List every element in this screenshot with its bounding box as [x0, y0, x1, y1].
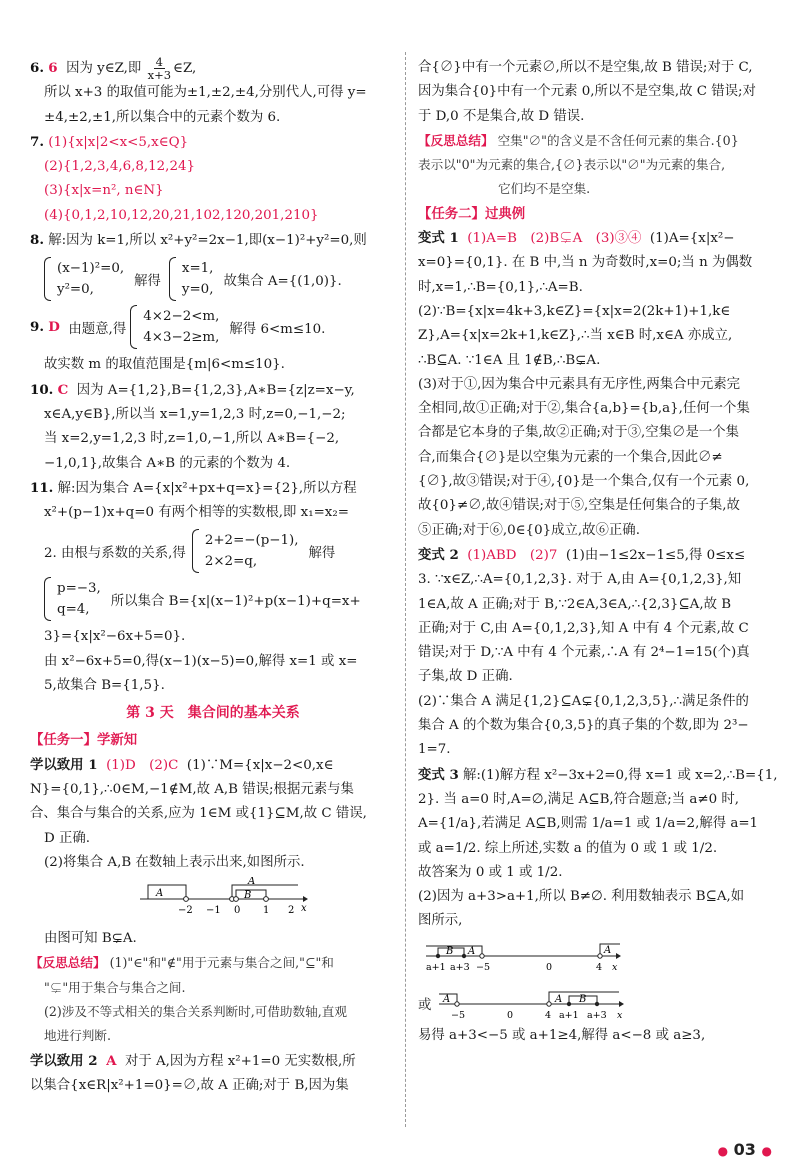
label-b: B — [446, 945, 454, 957]
label-a: A — [443, 993, 451, 1005]
continued-text: 合{∅}中有一个元素∅,所以不是空集,故 B 错误;对于 C, 因为集合{0}中有一个元素 0,所以不是空集,故 C 错误;对 于 D,0 不是集合,故 D 错误. — [418, 60, 756, 124]
alt-figure-row: 或 A A B −5 0 4 a+1 a+3 x — [418, 984, 778, 1024]
closed-point — [595, 1001, 599, 1005]
dot-icon: ● — [761, 1144, 772, 1158]
tick-label: 4 — [545, 1009, 552, 1021]
fraction: $\frac{4}{x+3}$ — [147, 55, 172, 82]
practice-2: 学以致用 2 A 对于 A,因为方程 x²+1=0 无实数根,所 以集合{x∈R|x²+1=0}=∅,故 A 正确;对于 B,因为集 — [30, 1052, 356, 1093]
tick-label: −2 — [178, 905, 193, 917]
open-point — [184, 897, 189, 902]
label-b: B — [244, 890, 252, 902]
label-a: A — [248, 877, 256, 888]
closed-point — [436, 953, 440, 957]
equation-system: 9. D 由题意,得 4×2−2<m, 4×3−2≥m, 解得 6<m≤10. — [30, 305, 396, 349]
dot-icon: ● — [717, 1144, 729, 1158]
tick-label: −5 — [451, 1009, 466, 1021]
axis-arrow — [616, 953, 621, 959]
open-point — [234, 897, 239, 902]
set-a-left-bracket — [148, 885, 186, 899]
practice-1: 学以致用 1 (1)D (2)C (1)∵M={x|x−2<0,x∈ N}={0,1},∴0∈M,−1∉M,故 A,B 错误;根据元素与集 合、集合与集合的关系,应为 1∈M 或{1}⊆M,故 C 错误, D 正确. (2)将集合 A,B 在数轴上表示出来,如图所示. A B A −2 −1 0 1 2 x 由图可知 B⊊A. — [30, 756, 367, 947]
page-number: ● 03 ● — [717, 1140, 772, 1159]
tick-label: a+1 — [426, 961, 446, 973]
label-a: A — [604, 944, 612, 956]
tick-label: 0 — [507, 1009, 514, 1021]
tick-label: 0 — [546, 961, 553, 973]
question-11: 11. 解:因为集合 A={x|x²+px+q=x}={2},所以方程 x²+(p−1)x+q=0 有两个相等的实数根,即 x₁=x₂= 2. 由根与系数的关系,得 2+2=−(p−1), 2×2=q, 解得 p=−3, q=4, 所以集合 B={x|(x−1)²+p(x−1)+q=x+ 3}={x|x²−6x+5=0}. 由 x²−6x+5=0,得(x−1)(x−5)=0,解得 x=1 或 x= 5,故集合 B={1,5}. — [30, 476, 396, 698]
tick-label: −1 — [206, 905, 221, 917]
variant-3: 变式 3 解:(1)解方程 x²−3x+2=0,得 x=1 或 x=2,∴B={1, 2}. 当 a=0 时,A=∅,满足 A⊆B,符合题意;当 a≠0 时, A={1/a},若满足 A⊆B,则需 1/a=1 或 1/a=2,解得 a=1 或 a=1/2. 综上所述,实数 a 的值为 0 或 1 或 1/2. 故答案为 0 或 1 或 1/2. (2)因为 a+3>a+1,所以 B≠∅. 利用数轴表示 B⊆A,如 图所示, B A A a+1 a+3 −5 0 4 x 或 A A B −5 0 4 a+1 a+3 x 易得 a+3<−5 或 a+1≥4,解得 a<−8 或 a≥3, — [418, 766, 778, 1043]
variant-1: 变式 1 (1)A=B (2)B⊊A (3)③④ (1)A={x|x²− x=0}={0,1}. 在 B 中,当 n 为奇数时,x=0;当 n 为偶数 时,x=1,∴B={0,1},∴A=B. (2)∵B={x|x=4k+3,k∈Z}={x|x=2(2k+1)+1,k∈ Z},A={x|x=2k+1,k∈Z},∴当 x∈B 时,x∈A 亦成立, ∴B⊆A. ∵1∈A 且 1∉B,∴B⊊A. (3)对于①,因为集合中元素具有无序性,两集合中元素完 全相同,故①正确;对于②,集合{a,b}={b,a},任何一个集 合都是它本身的子集,故②正确;对于③,空集∅是一个集 合,而集合{∅}是以空集为元素的一个集合,因此∅≠ {∅},故③错误;对于④,{0}是一个集合,仅有一个元素 0, 故{0}≠∅,故④错误;对于⑤,空集是任何集合的子集,故 ⑤正确;对于⑥,0∈{0}成立,故⑥正确. — [418, 230, 753, 538]
tick-label: 0 — [234, 905, 241, 917]
tick-label: a+3 — [587, 1009, 608, 1021]
equation-system: 2. 由根与系数的关系,得 2+2=−(p−1), 2×2=q, 解得 — [44, 529, 396, 573]
question-8: 8. 解:因为 k=1,所以 x²+y²=2x−1,即(x−1)²+y²=0,则 (x−1)²=0, y²=0, 解得 x=1, y=0, 故集合 A={(1,0)}. — [30, 228, 396, 301]
closed-point — [462, 953, 466, 957]
axis-label: x — [617, 1009, 623, 1021]
label-a: A — [468, 945, 476, 957]
left-column — [30, 56, 396, 1098]
reflection-note: 【反思总结】 空集"∅"的含义是不含任何元素的集合.{0} 表示以"0"为元素的集合,{∅}表示以"∅"为元素的集合, 它们均不是空集. — [418, 132, 739, 197]
question-6: 6. 6 因为 y∈Z,即 $\frac{4}{x+3}$ ∈Z, 所以 x+3 的取值可能为±1,±2,±4,分别代人,可得 y= ±4,±2,±1,所以集合中的元素个数为 6. — [30, 55, 367, 125]
column-divider — [405, 52, 406, 1127]
equation-system: p=−3, q=4, 所以集合 B={x|(x−1)²+p(x−1)+q=x+ — [44, 577, 396, 621]
equation-system: (x−1)²=0, y²=0, 解得 x=1, y=0, 故集合 A={(1,0)}. — [44, 257, 396, 301]
tick-label: a+3 — [450, 961, 470, 973]
variant-2: 变式 2 (1)ABD (2)7 (1)由−1≤2x−1≤5,得 0≤x≤ 3. ∵x∈Z,∴A={0,1,2,3}. 对于 A,由 A={0,1,2,3},知 1∈A,故 A 正确;对于 B,∵2∈A,3∈A,∴{2,3}⊆A,故 B 正确;对于 C,由 A={0,1,2,3},知 A 中有 4 个元素,故 C 错误;对于 D,∵A 中有 4 个元素,∴A 有 2⁴−1=15(个)真 子集,故 D 正确. (2)∵集合 A 满足{1,2}⊆A⊊{0,1,2,3,5},∴满足条件的 集合 A 的个数为集合{0,3,5}的真子集的个数,即为 2³− 1=7. — [418, 546, 750, 758]
task-heading: 【任务二】过典例 — [418, 205, 526, 222]
label-a: A — [555, 993, 563, 1005]
open-point — [455, 1001, 459, 1005]
label-b: B — [579, 993, 587, 1005]
question-9: 9. D 由题意,得 4×2−2<m, 4×3−2≥m, 解得 6<m≤10. 故实数 m 的取值范围是{m|6<m≤10}. — [30, 305, 396, 377]
number-line-figure — [424, 936, 624, 976]
question-7: 7. (1){x|x|2<x<5,x∈Q} (2){1,2,3,4,6,8,12,24} (3){x|x=n², n∈N} (4){0,1,2,10,12,20,21,102,120,201,210} — [30, 133, 319, 223]
reflection-note: 【反思总结】 (1)"∈"和"∉"用于元素与集合之间,"⊆"和 "⊊"用于集合与集合之间. (2)涉及不等式相关的集合关系判断时,可借助数轴,直观 地进行判断. — [30, 955, 347, 1044]
right-column — [418, 56, 778, 1048]
open-point — [480, 953, 484, 957]
axis-label: x — [301, 903, 307, 915]
tick-label: 2 — [288, 905, 295, 917]
number-line-figure — [138, 877, 308, 919]
section-title: 第 3 天 集合间的基本关系 — [126, 705, 300, 722]
axis-arrow — [303, 896, 308, 902]
question-10: 10. C 因为 A={1,2},B={1,2,3},A∗B={z|z=x−y, x∈A,y∈B},所以当 x=1,y=1,2,3 时,z=0,−1,−2; 当 x=2,y=1,2,3 时,z=1,0,−1,所以 A∗B={−2, −1,0,1},故集合 A∗B 的元素的个数为 4. — [30, 381, 355, 471]
label-a: A — [156, 888, 164, 900]
tick-label: −5 — [476, 961, 491, 973]
number-line-figure — [437, 984, 627, 1024]
open-point — [598, 953, 602, 957]
open-point — [264, 897, 269, 902]
tick-label: a+1 — [559, 1009, 580, 1021]
closed-point — [567, 1001, 571, 1005]
task-heading: 【任务一】学新知 — [30, 732, 138, 749]
tick-label: 4 — [596, 961, 603, 973]
open-point — [547, 1001, 551, 1005]
tick-label: 1 — [263, 905, 270, 917]
axis-label: x — [612, 961, 618, 973]
axis-arrow — [619, 1001, 624, 1007]
